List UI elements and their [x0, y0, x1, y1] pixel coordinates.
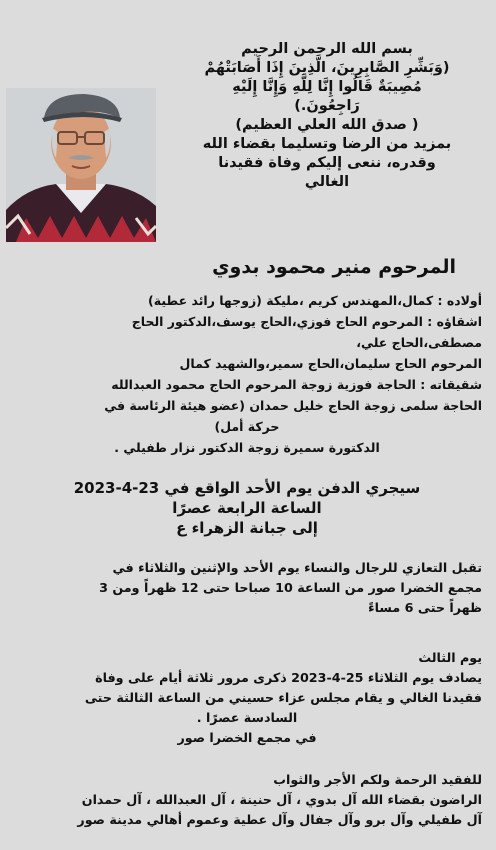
brothers-line: مصطفى،الحاج علي، [356, 335, 482, 350]
closing-section [12, 770, 482, 830]
verse-line: (وَبَشِّرِ الصَّابِرِينَ، الَّذِينَ إِذَا أَصَابَتْهُمْ [204, 60, 450, 76]
burial-line: سيجري الدفن يوم الأحد الواقع في 23-4-2023 [73, 479, 421, 497]
announcement-line: الغالي [304, 174, 350, 190]
burial-line: الساعة الرابعة عصرًا [172, 499, 322, 517]
brothers-line: المرحوم الحاج سليمان،الحاج سمير،والشهيد كمال [179, 356, 482, 371]
sadaq-line: ( صدق الله العلي العظيم) [235, 117, 419, 133]
third-day-section [12, 648, 482, 748]
closing-line: الراضون بقضاء الله آل بدوي ، آل حنينة ، آل العبدالله ، آل حمدان [81, 792, 482, 807]
opening-verse [172, 40, 482, 192]
deceased-photo [6, 88, 156, 242]
verse-line: مُصِيبَةٌ قَالُوا إِنَّا لِلَّهِ وَإِنَّا إِلَيْهِ [232, 79, 422, 95]
closing-line: آل طفيلي وآل برو وآل جفال وآل عطية وعموم أهالي مدينة صور [77, 812, 482, 827]
burial-line: إلى جبانة الزهراء ع [176, 519, 318, 537]
deceased-name: المرحوم منير محمود بدوي [212, 256, 456, 278]
sisters-line: شقيقاته : الحاجة فوزية زوجة المرحوم الحاج محمود العبدالله [111, 377, 482, 392]
sisters-line: حركة أمل) [214, 419, 280, 434]
sisters-line: الدكتورة سميرة زوجة الدكتور نزار طفيلي . [114, 440, 380, 455]
brothers-line: اشقاؤه : المرحوم الحاج فوزي،الحاج يوسف،الدكتور الحاج [131, 314, 482, 329]
verse-line: رَاجِعُونَ.) [294, 98, 360, 114]
family-section [12, 290, 482, 458]
announcement-line: وقدره، ننعى إليكم وفاة فقيدنا [218, 155, 436, 171]
third-day-line: في مجمع الخضرا صور [177, 730, 317, 745]
condolences-section [12, 558, 482, 618]
burial-section [12, 478, 482, 538]
third-day-title: يوم الثالث [418, 650, 482, 665]
children-line: أولاده : كمال،المهندس كريم ،مليكة (زوجها رائد عطية) [148, 293, 482, 308]
announcement-line: بمزيد من الرضا وتسليما بقضاء الله [202, 136, 452, 152]
third-day-line: يصادف يوم الثلاثاء 25-4-2023 ذكرى مرور ثلاثة أيام على وفاة [95, 670, 482, 685]
basmala: بسم الله الرحمن الرحيم [241, 41, 413, 57]
condolences-line: مجمع الخضرا صور من الساعة 10 صباحا حتى 12 ظهراً ومن 3 [99, 580, 482, 595]
sisters-line: الحاجة سلمى زوجة الحاج خليل حمدان (عضو هيئة الرئاسة في [104, 398, 482, 413]
third-day-line: السادسة عصرًا . [196, 710, 298, 725]
third-day-line: فقيدنا الغالي و يقام مجلس عزاء حسيني من الساعة الثالثة حتى [84, 690, 482, 705]
closing-line: للفقيد الرحمة ولكم الأجر والثواب [273, 772, 482, 787]
condolences-line: تقبل التعازي للرجال والنساء يوم الأحد والإثنين والثلاثاء في [112, 560, 482, 575]
condolences-line: ظهراً حتى 6 مساءً [368, 600, 482, 615]
